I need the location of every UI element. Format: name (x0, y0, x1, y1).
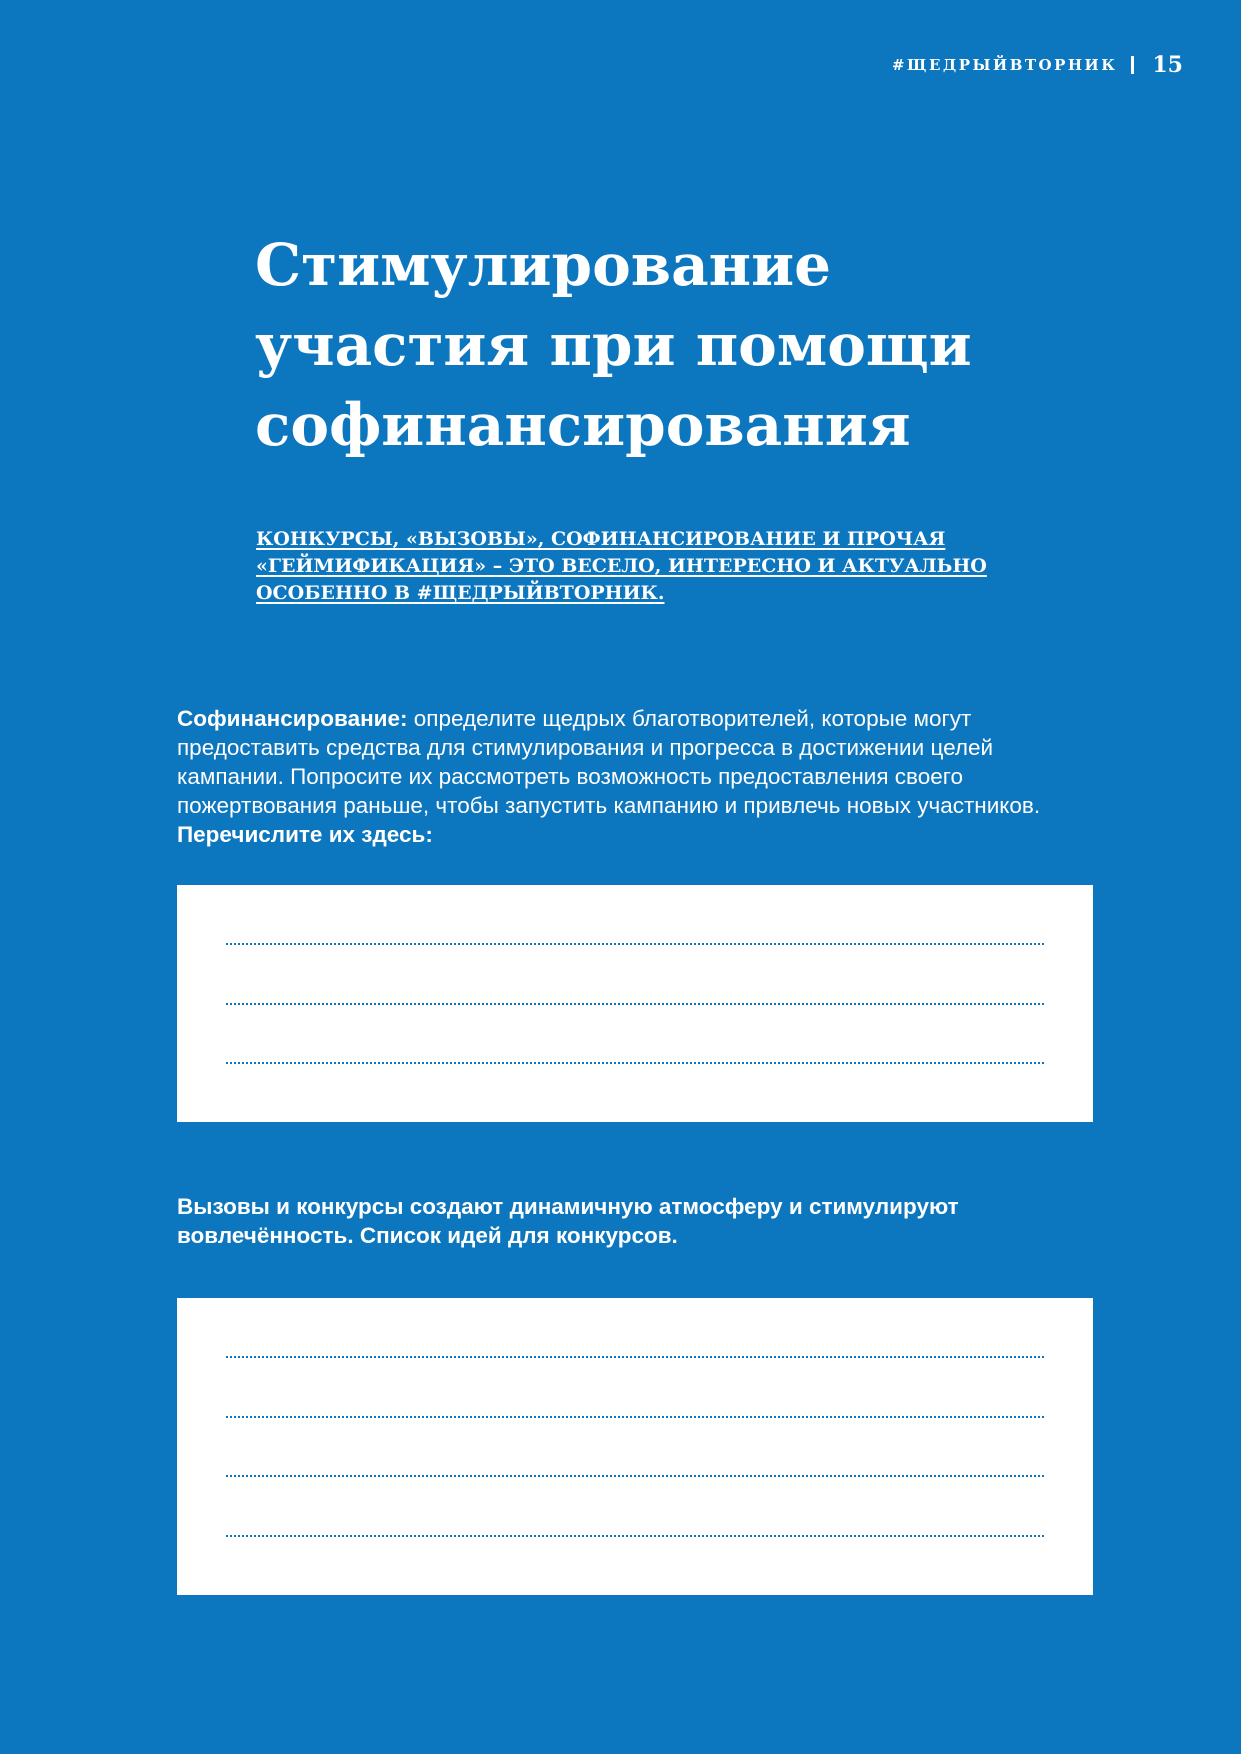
cofinancing-paragraph (177, 704, 1097, 849)
answer-line[interactable] (226, 943, 1044, 945)
title-line-1: Стимулирование (255, 231, 832, 299)
subtitle-line-3: ОСОБЕННО В #ЩЕДРЫЙВТОРНИК. (256, 582, 665, 604)
cofinancing-label: Софинансирование: (177, 706, 408, 731)
title-line-2: участия при помощи (255, 311, 972, 379)
subtitle-line-1: КОНКУРСЫ, «ВЫЗОВЫ», СОФИНАНСИРОВАНИЕ И ПРОЧАЯ (256, 528, 946, 550)
page-title (255, 225, 1155, 465)
page-number: 15 (1152, 52, 1183, 78)
page-header (892, 52, 1183, 78)
page-subtitle (256, 526, 1076, 607)
header-separator (1131, 56, 1134, 74)
header-hashtag: #ЩЕДРЫЙВТОРНИК (891, 56, 1118, 74)
cofinancing-answer-box[interactable] (177, 885, 1093, 1122)
subtitle-line-2: «ГЕЙМИФИКАЦИЯ» – ЭТО ВЕСЕЛО, ИНТЕРЕСНО И АКТУАЛЬНО (256, 555, 987, 577)
title-line-3: софинансирования (255, 391, 911, 459)
answer-line[interactable] (226, 1475, 1044, 1477)
contests-answer-box[interactable] (177, 1298, 1093, 1595)
answer-line[interactable] (226, 1535, 1044, 1537)
cofinancing-prompt: Перечислите их здесь: (177, 822, 433, 847)
contests-paragraph: Вызовы и конкурсы создают динамичную атмосферу и стимулируют вовлечённость. Список идей для конкурсов. (177, 1194, 959, 1248)
cofinancing-text: определите щедрых благотворителей, которые могут предоставить средства для стимулирования и прогресса в достижении целей кампании. Попросите их рассмотреть возможность предоставления своего пожертвования раньше, чтобы запустить кампанию и привлечь новых участников. (177, 706, 1041, 818)
answer-line[interactable] (226, 1356, 1044, 1358)
answer-line[interactable] (226, 1003, 1044, 1005)
answer-line[interactable] (226, 1062, 1044, 1064)
answer-line[interactable] (226, 1416, 1044, 1418)
